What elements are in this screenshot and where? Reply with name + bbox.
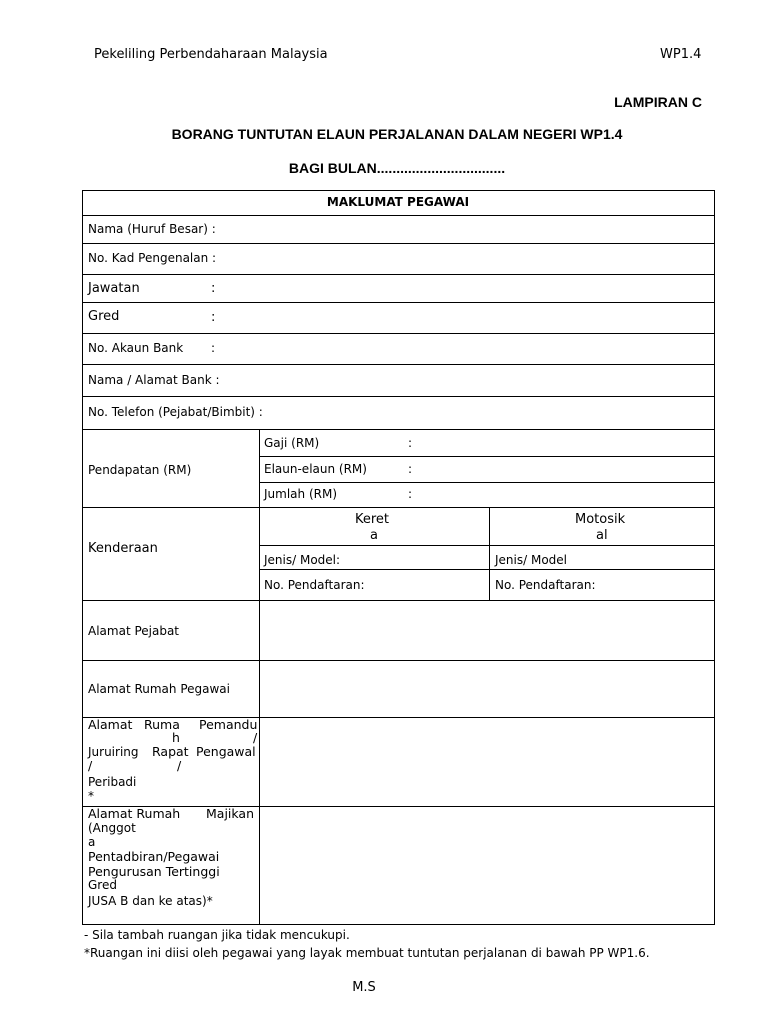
- label-line: /: [88, 758, 93, 773]
- label-line: Pemandu: [199, 717, 258, 732]
- label-line: *: [88, 789, 94, 803]
- row-divider: [259, 456, 715, 457]
- field-akaun-bank[interactable]: No. Akaun Bank: [88, 341, 184, 355]
- field-nama[interactable]: Nama (Huruf Besar) :: [88, 222, 216, 236]
- document-header-left: Pekeliling Perbendaharaan Malaysia: [94, 47, 328, 62]
- column-divider: [489, 507, 490, 600]
- label-line: Juruiring: [88, 745, 139, 759]
- field-colon: :: [408, 462, 413, 476]
- section-heading: MAKLUMAT PEGAWAI: [326, 195, 470, 209]
- row-divider: [259, 545, 715, 546]
- label-line: Peribadi: [88, 775, 137, 789]
- field-alamat-pejabat[interactable]: [260, 601, 714, 659]
- row-divider: [82, 243, 715, 244]
- label-line: Alamat: [88, 717, 133, 732]
- document-code: WP1.4: [660, 47, 702, 62]
- form-title: BORANG TUNTUTAN ELAUN PERJALANAN DALAM NEGERI WP1.4: [171, 126, 623, 142]
- field-alamat-pemandu[interactable]: [260, 718, 714, 805]
- label-alamat-pejabat: Alamat Pejabat: [88, 624, 180, 638]
- field-colon: :: [211, 310, 216, 325]
- row-divider: [259, 569, 715, 570]
- row-divider: [82, 429, 715, 430]
- field-jumlah[interactable]: Jumlah (RM): [264, 487, 337, 501]
- label-pendapatan: Pendapatan (RM): [88, 463, 192, 477]
- label-alamat-pemandu: [88, 717, 258, 805]
- field-pendaftaran-kereta[interactable]: No. Pendaftaran:: [264, 578, 365, 592]
- row-divider: [82, 274, 715, 275]
- label-line: Pengawal: [196, 744, 256, 759]
- row-divider: [82, 302, 715, 303]
- label-line: Pentadbiran/Pegawai: [88, 849, 220, 864]
- field-nama-alamat-bank[interactable]: Nama / Alamat Bank :: [88, 373, 220, 387]
- field-jawatan[interactable]: Jawatan: [88, 281, 140, 296]
- label-alamat-rumah-pegawai: Alamat Rumah Pegawai: [88, 682, 230, 696]
- field-colon: :: [211, 341, 216, 355]
- page-footer: M.S: [352, 980, 376, 995]
- label-line: /: [177, 758, 182, 773]
- row-divider: [82, 507, 715, 508]
- header-motosikal-line1: Motosik: [575, 512, 626, 527]
- label-alamat-majikan: [88, 806, 258, 924]
- field-telefon[interactable]: No. Telefon (Pejabat/Bimbit) :: [88, 405, 263, 419]
- field-jenis-model-kereta[interactable]: Jenis/ Model:: [264, 553, 341, 567]
- form-notes: [84, 926, 650, 962]
- label-line: a: [88, 835, 96, 849]
- field-colon: :: [408, 487, 413, 501]
- label-line: Alamat Rumah: [88, 806, 181, 821]
- header-kereta-line1: Keret: [355, 512, 390, 527]
- label-line: Gred: [88, 878, 117, 892]
- field-alamat-majikan[interactable]: [260, 807, 714, 924]
- field-elaun[interactable]: Elaun-elaun (RM): [264, 462, 367, 476]
- label-line: JUSA B dan ke atas)*: [88, 894, 213, 908]
- row-divider: [82, 215, 715, 216]
- label-line: Pengurusan Tertinggi: [88, 864, 220, 879]
- label-line: h: [172, 730, 180, 745]
- label-line: Rapat: [152, 744, 189, 759]
- field-colon: :: [408, 436, 413, 450]
- label-line: Ruma: [144, 717, 180, 732]
- label-line: Majikan: [206, 806, 254, 821]
- field-gred[interactable]: Gred: [88, 309, 120, 324]
- field-pendaftaran-motosikal[interactable]: No. Pendaftaran:: [495, 578, 596, 592]
- label-line: /: [253, 730, 258, 745]
- field-alamat-rumah-pegawai[interactable]: [260, 661, 714, 716]
- row-divider: [82, 333, 715, 334]
- field-gaji[interactable]: Gaji (RM): [264, 436, 320, 450]
- row-divider: [82, 364, 715, 365]
- appendix-label: LAMPIRAN C: [614, 94, 702, 110]
- row-divider: [82, 396, 715, 397]
- note-line: - Sila tambah ruangan jika tidak mencukupi.: [84, 928, 350, 942]
- header-kereta-line2: a: [370, 528, 378, 543]
- field-colon: :: [211, 281, 216, 296]
- header-motosikal-line2: al: [596, 528, 608, 543]
- form-month-line: BAGI BULAN.................................: [288, 160, 506, 176]
- row-divider: [259, 482, 715, 483]
- field-jenis-model-motosikal[interactable]: Jenis/ Model: [495, 553, 567, 567]
- label-line: (Anggot: [88, 821, 136, 835]
- label-kenderaan: Kenderaan: [88, 541, 158, 556]
- field-kad-pengenalan[interactable]: No. Kad Pengenalan :: [88, 251, 217, 265]
- note-line: *Ruangan ini diisi oleh pegawai yang layak membuat tuntutan perjalanan di bawah PP WP1.6.: [84, 946, 650, 960]
